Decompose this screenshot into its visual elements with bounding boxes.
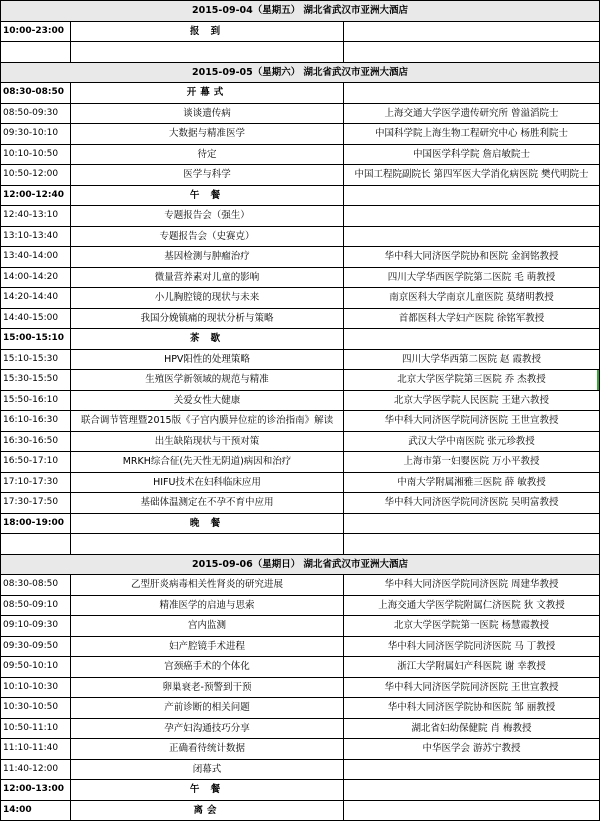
time-cell: 08:50-09:30 xyxy=(1,103,71,124)
speaker-cell: 北京大学医学院第一医院 杨慧霞教授 xyxy=(344,616,600,637)
speaker-cell: 上海市第一妇婴医院 万小平教授 xyxy=(344,452,600,473)
schedule-row xyxy=(1,431,600,452)
time-cell: 15:10-15:30 xyxy=(1,349,71,370)
time-cell: 17:10-17:30 xyxy=(1,472,71,493)
topic-cell: 离会 xyxy=(71,800,344,821)
speaker-cell: 华中科大同济医学院同济医院 王世宣教授 xyxy=(344,411,600,432)
topic-cell: 医学与科学 xyxy=(71,165,344,186)
speaker-cell: 中南大学附属湘雅三医院 薛 敏教授 xyxy=(344,472,600,493)
time-cell: 17:30-17:50 xyxy=(1,493,71,514)
topic-cell: 谈谈遗传病 xyxy=(71,103,344,124)
time-cell: 16:10-16:30 xyxy=(1,411,71,432)
speaker-cell: 四川大学华西医学院第二医院 毛 萌教授 xyxy=(344,267,600,288)
schedule-row xyxy=(1,534,600,555)
schedule-row xyxy=(1,83,600,104)
time-cell: 15:50-16:10 xyxy=(1,390,71,411)
schedule-row xyxy=(1,390,600,411)
schedule-row xyxy=(1,370,600,391)
schedule-row xyxy=(1,124,600,145)
schedule-row xyxy=(1,472,600,493)
schedule-row xyxy=(1,493,600,514)
schedule-row xyxy=(1,288,600,309)
topic-cell: 宫颈癌手术的个体化 xyxy=(71,657,344,678)
speaker-cell: 华中科大同济医学院同济医院 王世宣教授 xyxy=(344,677,600,698)
schedule-row xyxy=(1,595,600,616)
time-cell: 14:00 xyxy=(1,800,71,821)
time-cell: 09:50-10:10 xyxy=(1,657,71,678)
time-cell: 16:30-16:50 xyxy=(1,431,71,452)
speaker-cell: 中国科学院上海生物工程研究中心 杨胜利院士 xyxy=(344,124,600,145)
schedule-row xyxy=(1,21,600,42)
time-cell: 11:10-11:40 xyxy=(1,739,71,760)
topic-cell: 关爱女性大健康 xyxy=(71,390,344,411)
topic-cell: 产前诊断的相关问题 xyxy=(71,698,344,719)
speaker-cell: 北京大学医学院第三医院 乔 杰教授 xyxy=(344,370,600,391)
time-cell: 12:00-12:40 xyxy=(1,185,71,206)
speaker-cell: 南京医科大学南京儿童医院 莫绪明教授 xyxy=(344,288,600,309)
time-cell: 10:50-12:00 xyxy=(1,165,71,186)
day-header: 2015-09-05（星期六） 湖北省武汉市亚洲大酒店 xyxy=(1,62,600,83)
topic-cell: 宫内监测 xyxy=(71,616,344,637)
speaker-cell: 湖北省妇幼保健院 肖 梅教授 xyxy=(344,718,600,739)
topic-cell: 微量营养素对儿童的影响 xyxy=(71,267,344,288)
topic-cell: 报 到 xyxy=(71,21,344,42)
speaker-cell xyxy=(344,800,600,821)
time-cell: 09:30-09:50 xyxy=(1,636,71,657)
time-cell: 09:30-10:10 xyxy=(1,124,71,145)
speaker-cell xyxy=(344,226,600,247)
topic-cell: 正确看待统计数据 xyxy=(71,739,344,760)
topic-cell: 茶 歇 xyxy=(71,329,344,350)
speaker-cell: 武汉大学中南医院 张元珍教授 xyxy=(344,431,600,452)
speaker-cell xyxy=(344,42,600,63)
speaker-cell xyxy=(344,780,600,801)
speaker-cell xyxy=(344,21,600,42)
time-cell: 14:20-14:40 xyxy=(1,288,71,309)
schedule-row xyxy=(1,267,600,288)
schedule-row xyxy=(1,780,600,801)
schedule-row xyxy=(1,575,600,596)
speaker-cell: 四川大学华西第二医院 赵 霞教授 xyxy=(344,349,600,370)
speaker-cell xyxy=(344,329,600,350)
speaker-cell xyxy=(344,185,600,206)
topic-cell: 午 餐 xyxy=(71,185,344,206)
topic-cell: HPV阳性的处理策略 xyxy=(71,349,344,370)
schedule-row xyxy=(1,165,600,186)
time-cell: 18:00-19:00 xyxy=(1,513,71,534)
topic-cell: 卵巢衰老-预警到干预 xyxy=(71,677,344,698)
day-header: 2015-09-04（星期五） 湖北省武汉市亚洲大酒店 xyxy=(1,1,600,22)
schedule-row xyxy=(1,636,600,657)
topic-cell: 妇产腔镜手术进程 xyxy=(71,636,344,657)
time-cell: 10:50-11:10 xyxy=(1,718,71,739)
speaker-cell xyxy=(344,534,600,555)
time-cell: 10:00-23:00 xyxy=(1,21,71,42)
topic-cell: 我国分娩镇痛的现状分析与策略 xyxy=(71,308,344,329)
schedule-row xyxy=(1,698,600,719)
time-cell: 14:00-14:20 xyxy=(1,267,71,288)
topic-cell: 闭幕式 xyxy=(71,759,344,780)
speaker-cell: 北京大学医学院人民医院 王建六教授 xyxy=(344,390,600,411)
schedule-row xyxy=(1,677,600,698)
speaker-cell xyxy=(344,759,600,780)
speaker-cell: 华中科大同济医学院同济医院 吴明富教授 xyxy=(344,493,600,514)
schedule-row xyxy=(1,349,600,370)
topic-cell xyxy=(71,42,344,63)
schedule-body xyxy=(1,1,600,821)
time-cell: 15:30-15:50 xyxy=(1,370,71,391)
time-cell: 14:40-15:00 xyxy=(1,308,71,329)
time-cell xyxy=(1,42,71,63)
topic-cell: 专题报告会（强生） xyxy=(71,206,344,227)
time-cell: 10:10-10:30 xyxy=(1,677,71,698)
schedule-row xyxy=(1,657,600,678)
speaker-cell: 华中科大同济医学院协和医院 邹 丽教授 xyxy=(344,698,600,719)
speaker-cell: 华中科大同济医学院同济医院 周建华教授 xyxy=(344,575,600,596)
time-cell: 10:30-10:50 xyxy=(1,698,71,719)
schedule-row xyxy=(1,308,600,329)
time-cell: 10:10-10:50 xyxy=(1,144,71,165)
topic-cell: 乙型肝炎病毒相关性肾炎的研究进展 xyxy=(71,575,344,596)
schedule-row xyxy=(1,616,600,637)
topic-cell: 专题报告会（史赛克） xyxy=(71,226,344,247)
topic-cell: 孕产妇沟通技巧分享 xyxy=(71,718,344,739)
schedule-row xyxy=(1,411,600,432)
time-cell: 13:40-14:00 xyxy=(1,247,71,268)
speaker-cell: 首都医科大学妇产医院 徐铭军教授 xyxy=(344,308,600,329)
speaker-cell: 华中科大同济医学院同济医院 马 丁教授 xyxy=(344,636,600,657)
schedule-row xyxy=(1,452,600,473)
topic-cell: 精准医学的启迪与思索 xyxy=(71,595,344,616)
speaker-cell xyxy=(344,206,600,227)
schedule-row xyxy=(1,739,600,760)
topic-cell: 基础体温测定在不孕不育中应用 xyxy=(71,493,344,514)
topic-cell: 出生缺陷现状与干预对策 xyxy=(71,431,344,452)
speaker-cell: 上海交通大学医学遗传研究所 曾溢滔院士 xyxy=(344,103,600,124)
topic-cell: 基因检测与肿瘤治疗 xyxy=(71,247,344,268)
time-cell: 15:00-15:10 xyxy=(1,329,71,350)
topic-cell xyxy=(71,534,344,555)
speaker-cell: 中华医学会 游苏宁教授 xyxy=(344,739,600,760)
schedule-row xyxy=(1,103,600,124)
speaker-cell: 浙江大学附属妇产科医院 谢 幸教授 xyxy=(344,657,600,678)
time-cell: 16:50-17:10 xyxy=(1,452,71,473)
day-header: 2015-09-06（星期日） 湖北省武汉市亚洲大酒店 xyxy=(1,554,600,575)
selection-edge-marker xyxy=(597,370,599,390)
speaker-cell: 中国医学科学院 詹启敏院士 xyxy=(344,144,600,165)
topic-cell: 生殖医学新领域的规范与精准 xyxy=(71,370,344,391)
topic-cell: 午 餐 xyxy=(71,780,344,801)
schedule-row xyxy=(1,247,600,268)
topic-cell: 联合调节管理暨2015版《子宫内膜异位症的诊治指南》解读 xyxy=(71,411,344,432)
schedule-row xyxy=(1,185,600,206)
topic-cell: 小儿胸腔镜的现状与未来 xyxy=(71,288,344,309)
time-cell: 12:40-13:10 xyxy=(1,206,71,227)
schedule-row xyxy=(1,42,600,63)
time-cell: 13:10-13:40 xyxy=(1,226,71,247)
topic-cell: MRKH综合征(先天性无阴道)病因和治疗 xyxy=(71,452,344,473)
day-header-row xyxy=(1,1,600,22)
time-cell: 08:30-08:50 xyxy=(1,575,71,596)
speaker-cell: 华中科大同济医学院协和医院 金润铭教授 xyxy=(344,247,600,268)
schedule-row xyxy=(1,800,600,821)
day-header-row xyxy=(1,554,600,575)
schedule-row xyxy=(1,226,600,247)
topic-cell: 大数据与精准医学 xyxy=(71,124,344,145)
time-cell: 12:00-13:00 xyxy=(1,780,71,801)
speaker-cell xyxy=(344,513,600,534)
topic-cell: 待定 xyxy=(71,144,344,165)
time-cell: 08:50-09:10 xyxy=(1,595,71,616)
time-cell: 11:40-12:00 xyxy=(1,759,71,780)
time-cell: 08:30-08:50 xyxy=(1,83,71,104)
speaker-cell: 中国工程院副院长 第四军医大学消化病医院 樊代明院士 xyxy=(344,165,600,186)
speaker-cell: 上海交通大学医学院附属仁济医院 狄 文教授 xyxy=(344,595,600,616)
schedule-row xyxy=(1,144,600,165)
day-header-row xyxy=(1,62,600,83)
topic-cell: 开幕式 xyxy=(71,83,344,104)
time-cell: 09:10-09:30 xyxy=(1,616,71,637)
schedule-row xyxy=(1,718,600,739)
speaker-cell xyxy=(344,83,600,104)
topic-cell: HIFU技术在妇科临床应用 xyxy=(71,472,344,493)
time-cell xyxy=(1,534,71,555)
schedule-row xyxy=(1,206,600,227)
schedule-row xyxy=(1,759,600,780)
schedule-row xyxy=(1,329,600,350)
topic-cell: 晚 餐 xyxy=(71,513,344,534)
schedule-row xyxy=(1,513,600,534)
